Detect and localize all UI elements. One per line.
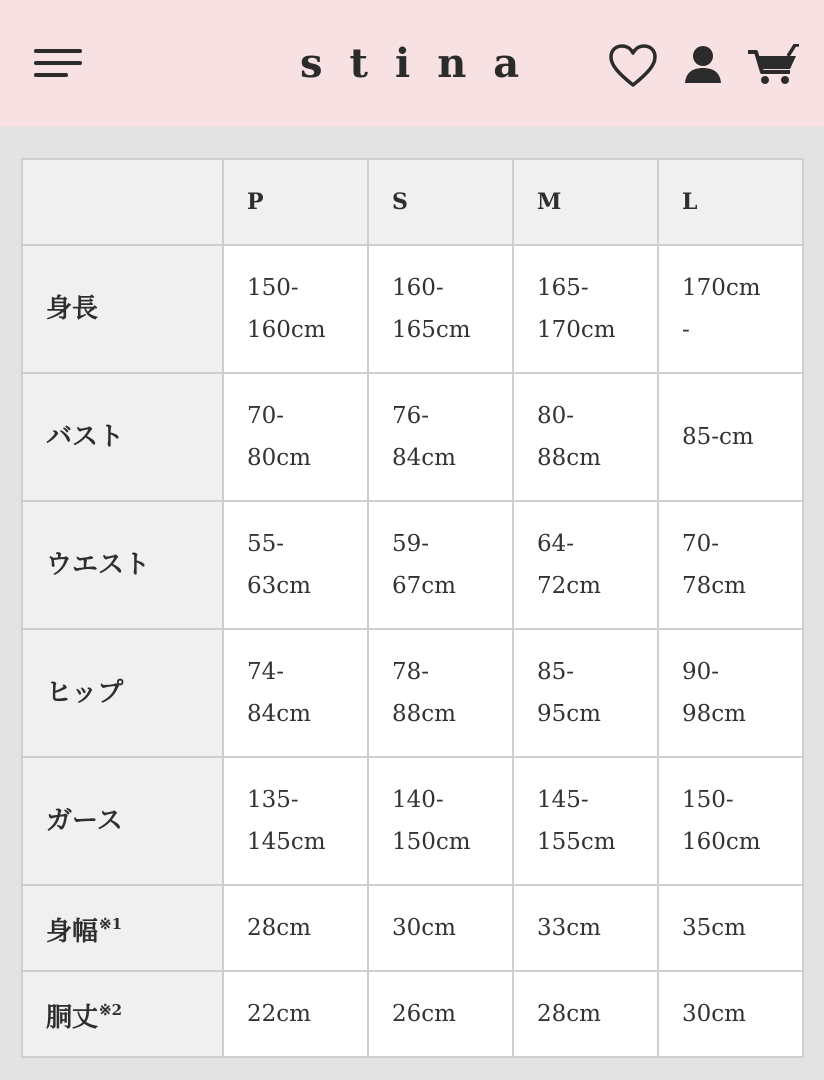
size-chart-table <box>21 158 804 1058</box>
size-value-line: 78- <box>392 659 430 685</box>
size-value-line: 30cm <box>392 915 456 941</box>
size-value-cell <box>658 501 803 629</box>
size-value-line: 30cm <box>682 1001 746 1027</box>
size-value-line: 80- <box>537 403 575 429</box>
table-row <box>22 629 803 757</box>
measurement-label-text: ガース <box>46 806 123 836</box>
measurement-label <box>22 501 223 629</box>
site-header <box>0 0 824 127</box>
size-value-line: 150cm <box>392 829 471 855</box>
size-value-line: 160cm <box>247 317 326 343</box>
size-value-cell <box>513 757 658 885</box>
table-header-row <box>22 159 803 245</box>
size-value-line: 98cm <box>682 701 746 727</box>
size-value-line: 155cm <box>537 829 616 855</box>
size-value-line: 85- <box>537 659 575 685</box>
measurement-label <box>22 885 223 971</box>
footnote-marker: ※2 <box>99 1001 123 1019</box>
measurement-label <box>22 245 223 373</box>
table-row <box>22 971 803 1057</box>
measurement-label-text: ウエスト <box>46 550 151 580</box>
size-column-header: P <box>223 159 368 245</box>
size-value-cell <box>658 971 803 1057</box>
size-value-cell <box>658 629 803 757</box>
size-value-cell <box>223 971 368 1057</box>
table-row <box>22 373 803 501</box>
size-value-cell <box>513 501 658 629</box>
cart-icon[interactable] <box>748 44 800 86</box>
size-value-line: 150- <box>247 275 299 301</box>
size-value-cell <box>658 245 803 373</box>
size-value-line: 63cm <box>247 573 311 599</box>
size-value-line: 140- <box>392 787 444 813</box>
size-value-line: 90- <box>682 659 720 685</box>
size-value-cell <box>368 629 513 757</box>
size-value-cell <box>223 629 368 757</box>
size-value-cell <box>368 885 513 971</box>
size-value-line: 160cm <box>682 829 761 855</box>
size-column-header: M <box>513 159 658 245</box>
table-row <box>22 757 803 885</box>
size-value-cell <box>513 885 658 971</box>
table-row <box>22 885 803 971</box>
size-value-line: 84cm <box>392 445 456 471</box>
size-value-cell <box>658 373 803 501</box>
table-row <box>22 501 803 629</box>
size-value-line: 76- <box>392 403 430 429</box>
measurement-label-text: ヒップ <box>46 678 124 708</box>
size-value-line: 26cm <box>392 1001 456 1027</box>
heart-icon[interactable] <box>608 44 658 88</box>
size-value-cell <box>658 885 803 971</box>
user-icon[interactable] <box>683 45 723 85</box>
size-value-line: 72cm <box>537 573 601 599</box>
measurement-label <box>22 373 223 501</box>
hamburger-menu-icon[interactable] <box>34 49 84 79</box>
size-value-line: 28cm <box>537 1001 601 1027</box>
size-value-line: 95cm <box>537 701 601 727</box>
size-value-line: 88cm <box>537 445 601 471</box>
size-value-line: 85-cm <box>682 424 754 450</box>
size-value-line: 33cm <box>537 915 601 941</box>
size-value-line: 145cm <box>247 829 326 855</box>
size-value-cell <box>513 373 658 501</box>
size-value-cell <box>368 971 513 1057</box>
size-value-cell <box>513 629 658 757</box>
size-value-cell <box>658 757 803 885</box>
size-value-cell <box>223 885 368 971</box>
size-value-line: 160- <box>392 275 444 301</box>
footnote-marker: ※1 <box>99 915 123 933</box>
measurement-label <box>22 971 223 1057</box>
size-value-line: 59- <box>392 531 430 557</box>
size-value-line: - <box>682 317 690 343</box>
size-value-line: 84cm <box>247 701 311 727</box>
size-value-line: 150- <box>682 787 734 813</box>
measurement-label-text: 身幅 <box>46 917 99 947</box>
size-value-line: 28cm <box>247 915 311 941</box>
header-corner-cell <box>22 159 223 245</box>
measurement-label-text: 胴丈 <box>46 1003 99 1033</box>
size-value-line: 64- <box>537 531 575 557</box>
size-value-line: 80cm <box>247 445 311 471</box>
size-value-line: 170cm <box>537 317 616 343</box>
size-value-line: 88cm <box>392 701 456 727</box>
size-value-line: 78cm <box>682 573 746 599</box>
size-value-cell <box>223 501 368 629</box>
size-value-line: 22cm <box>247 1001 311 1027</box>
table-row <box>22 245 803 373</box>
size-value-line: 165- <box>537 275 589 301</box>
size-value-line: 55- <box>247 531 285 557</box>
measurement-label <box>22 757 223 885</box>
size-value-line: 170cm <box>682 275 761 301</box>
size-value-cell <box>513 971 658 1057</box>
size-value-cell <box>223 245 368 373</box>
size-value-line: 67cm <box>392 573 456 599</box>
measurement-label-text: 身長 <box>46 294 99 324</box>
size-column-header: L <box>658 159 803 245</box>
size-value-line: 145- <box>537 787 589 813</box>
size-value-line: 35cm <box>682 915 746 941</box>
site-logo[interactable]: stina <box>300 40 547 87</box>
measurement-label <box>22 629 223 757</box>
size-value-line: 70- <box>682 531 720 557</box>
size-value-cell <box>513 245 658 373</box>
size-value-line: 165cm <box>392 317 471 343</box>
size-column-header: S <box>368 159 513 245</box>
size-value-cell <box>223 373 368 501</box>
size-value-cell <box>223 757 368 885</box>
size-value-cell <box>368 245 513 373</box>
size-value-line: 135- <box>247 787 299 813</box>
size-value-line: 74- <box>247 659 285 685</box>
size-value-cell <box>368 373 513 501</box>
measurement-label-text: バスト <box>46 422 125 452</box>
size-value-line: 70- <box>247 403 285 429</box>
size-value-cell <box>368 757 513 885</box>
size-value-cell <box>368 501 513 629</box>
